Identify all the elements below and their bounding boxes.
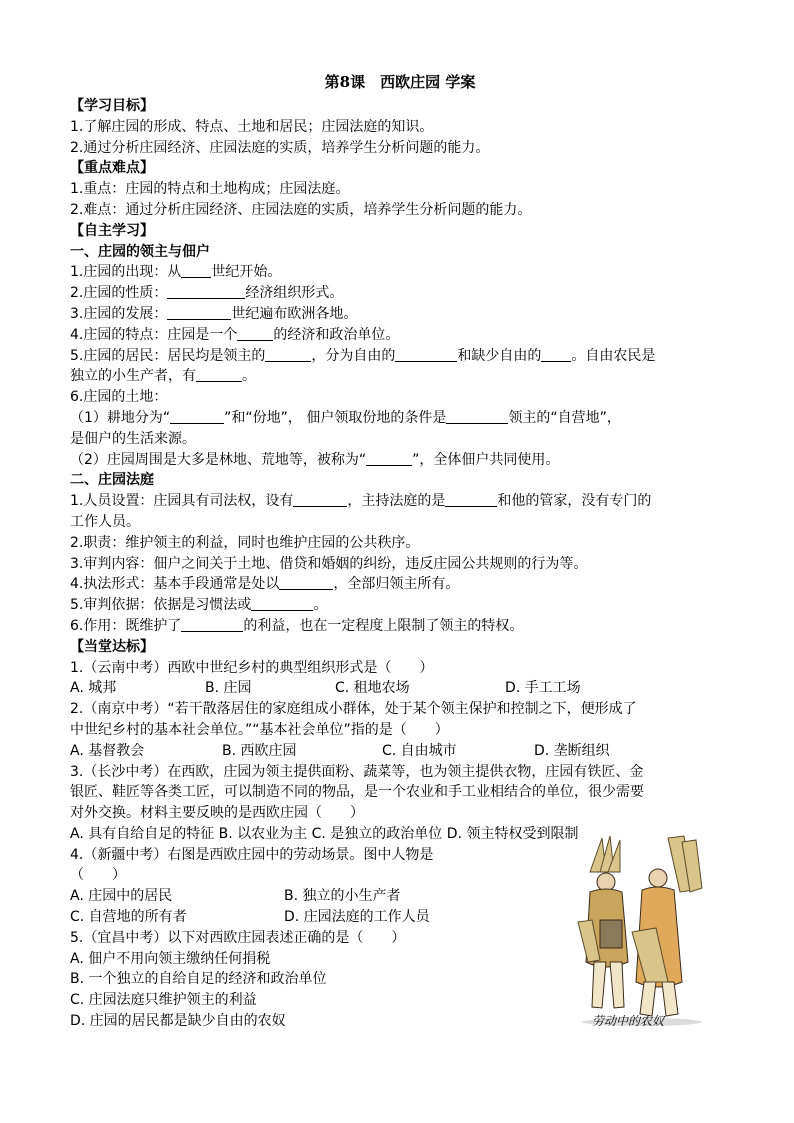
part1-heading: 一、庄园的领主与佃户 xyxy=(70,243,210,260)
fill-blank[interactable] xyxy=(170,409,224,424)
key-2: 2.难点：通过分析庄园经济、庄园法庭的实质，培养学生分析问题的能力。 xyxy=(70,201,532,218)
section-key: 【重点难点】 xyxy=(70,160,154,177)
fill-blank[interactable] xyxy=(167,284,245,299)
part2-line-1b: 工作人员。 xyxy=(70,513,140,530)
q5-option-b[interactable]: B. 一个独立的自给自足的经济和政治单位 xyxy=(70,971,327,988)
text: 6.作用：既维护了 xyxy=(70,617,182,634)
part1-line-6-1b: 是佃户的生活来源。 xyxy=(70,430,196,447)
part2-line-3: 3.审判内容：佃户之间关于土地、借贷和婚姻的纠纷，违反庄园公共规则的行为等。 xyxy=(70,555,588,572)
text: 领主的“自营地”， xyxy=(508,409,621,426)
fill-blank[interactable] xyxy=(541,347,571,362)
fill-blank[interactable] xyxy=(446,409,508,424)
q2-stem-1: 2.（南京中考）“若干散落居住的家庭组成小群体，处于某个领主保护和控制之下，便形成了 xyxy=(70,701,637,718)
option[interactable]: D. 庄园法庭的工作人员 xyxy=(284,909,430,926)
text: 和缺少自由的 xyxy=(457,347,542,364)
text: 1.人员设置：庄园具有司法权，设有 xyxy=(70,493,294,510)
part1-line-2 xyxy=(70,283,730,304)
q2-options xyxy=(70,741,730,762)
q1-stem: 1.（云南中考）西欧中世纪乡村的典型组织形式是（ ） xyxy=(70,659,434,676)
part2-line-1 xyxy=(70,491,730,512)
part1-line-6: 6.庄园的土地： xyxy=(70,389,168,406)
text: 的利益，也在一定程度上限制了领主的特权。 xyxy=(243,617,524,634)
fill-blank[interactable] xyxy=(167,305,231,320)
option[interactable]: A. 庄园中的居民 xyxy=(70,888,173,905)
q1-options xyxy=(70,678,730,699)
part1-line-1 xyxy=(70,262,730,283)
q3-stem-2: 银匠、鞋匠等各类工匠，可以制造不同的物品，是一个农业和手工业相结合的单位，很少需要 xyxy=(70,784,644,801)
q2-stem-2: 中世纪乡村的基本社会单位。”“基本社会单位”指的是（ ） xyxy=(70,721,449,738)
goal-2: 2.通过分析庄园经济、庄园法庭的实质，培养学生分析问题的能力。 xyxy=(70,139,490,156)
section-self-study: 【自主学习】 xyxy=(70,222,154,239)
text: 经济组织形式。 xyxy=(245,285,344,302)
q5-option-c[interactable]: C. 庄园法庭只维护领主的利益 xyxy=(70,992,257,1009)
option[interactable]: B. 独立的小生产者 xyxy=(284,888,401,905)
fill-blank[interactable] xyxy=(237,326,273,341)
section-practice: 【当堂达标】 xyxy=(70,638,154,655)
text: 3.庄园的发展： xyxy=(70,305,168,322)
part1-line-4 xyxy=(70,325,730,346)
part2-line-6 xyxy=(70,616,730,637)
page-title: 第8课 西欧庄园 学案 xyxy=(324,73,476,91)
part1-line-6-2 xyxy=(70,450,730,471)
part2-heading: 二、庄园法庭 xyxy=(70,472,154,489)
text: 。 xyxy=(242,368,256,385)
text: （2）庄园周围是大多是林地、荒地等，被称为“ xyxy=(70,451,367,468)
text: ”，全体佃户共同使用。 xyxy=(412,451,560,468)
fill-blank[interactable] xyxy=(395,347,457,362)
q3-stem-1: 3.（长沙中考）在西欧，庄园为领主提供面粉、蔬菜等，也为领主提供衣物，庄园有铁匠、金 xyxy=(70,763,644,780)
part2-line-5 xyxy=(70,595,730,616)
text: 和他的管家，没有专门的 xyxy=(497,493,652,510)
part2-line-4 xyxy=(70,574,730,595)
text: 世纪遍布欧洲各地。 xyxy=(231,305,358,322)
fill-blank[interactable] xyxy=(366,451,412,466)
text: 5.庄园的居民：居民均是领主的 xyxy=(70,347,266,364)
fill-blank[interactable] xyxy=(181,617,243,632)
text: 5.审判依据：依据是习惯法或 xyxy=(70,597,252,614)
option[interactable]: C. 自由城市 xyxy=(382,742,457,759)
key-1: 1.重点：庄园的特点和土地构成；庄园法庭。 xyxy=(70,181,350,198)
q3-stem-3: 对外交换。材料主要反映的是西欧庄园（ ） xyxy=(70,805,364,822)
q4-stem-2: （ ） xyxy=(70,867,126,884)
q5-stem: 5.（宜昌中考）以下对西欧庄园表述正确的是（ ） xyxy=(70,929,406,946)
text: 1.庄园的出现：从 xyxy=(70,264,182,281)
q4-stem-1: 4.（新疆中考）右图是西欧庄园中的劳动场景。图中人物是 xyxy=(70,846,434,863)
option[interactable]: C. 自营地的所有者 xyxy=(70,909,187,926)
fill-blank[interactable] xyxy=(196,367,242,382)
serfs-illustration xyxy=(572,832,712,1032)
option[interactable]: A. 基督教会 xyxy=(70,742,145,759)
fill-blank[interactable] xyxy=(445,492,497,507)
text: ，全部归领主所有。 xyxy=(333,576,460,593)
part1-line-5b xyxy=(70,366,730,387)
fill-blank[interactable] xyxy=(181,263,211,278)
option[interactable]: C. 租地农场 xyxy=(335,680,410,697)
part1-line-6-1 xyxy=(70,408,730,429)
q5-option-a[interactable]: A. 佃户不用向领主缴纳任何捐税 xyxy=(70,950,271,967)
text: 。 xyxy=(313,597,328,614)
q3-options[interactable]: A. 具有自给自足的特征 B. 以农业为主 C. 是独立的政治单位 D. 领主特权受到限制 xyxy=(70,825,579,842)
option[interactable]: B. 西欧庄园 xyxy=(222,742,297,759)
part2-line-2: 2.职责：维护领主的利益，同时也维护庄园的公共秩序。 xyxy=(70,534,420,551)
option[interactable]: B. 庄园 xyxy=(205,680,252,697)
text: 4.执法形式：基本手段通常是处以 xyxy=(70,576,280,593)
q5-option-d[interactable]: D. 庄园的居民都是缺少自由的农奴 xyxy=(70,1013,286,1030)
text: 的经济和政治单位。 xyxy=(273,326,400,343)
fill-blank[interactable] xyxy=(251,596,313,611)
text: 世纪开始。 xyxy=(211,264,282,281)
part1-line-3 xyxy=(70,304,730,325)
text: 2.庄园的性质： xyxy=(70,285,168,302)
figure-caption: 劳动中的农奴 xyxy=(592,1014,665,1028)
text: ”和“份地”， 佃户领取份地的条件是 xyxy=(224,409,447,426)
text: （1）耕地分为“ xyxy=(70,409,171,426)
option[interactable]: D. 垄断组织 xyxy=(534,742,610,759)
option[interactable]: D. 手工工场 xyxy=(505,680,581,697)
fill-blank[interactable] xyxy=(293,492,347,507)
fill-blank[interactable] xyxy=(279,575,333,590)
text: 。自由农民是 xyxy=(571,347,656,364)
text: ，主持法庭的是 xyxy=(347,493,446,510)
fill-blank[interactable] xyxy=(265,347,311,362)
text: 4.庄园的特点：庄园是一个 xyxy=(70,326,238,343)
text: ，分为自由的 xyxy=(311,347,396,364)
part1-line-5 xyxy=(70,346,730,367)
section-goals: 【学习目标】 xyxy=(70,98,154,114)
option[interactable]: A. 城邦 xyxy=(70,680,117,697)
goal-1: 1.了解庄园的形成、特点、土地和居民；庄园法庭的知识。 xyxy=(70,118,434,135)
text: 独立的小生产者，有 xyxy=(70,368,196,385)
